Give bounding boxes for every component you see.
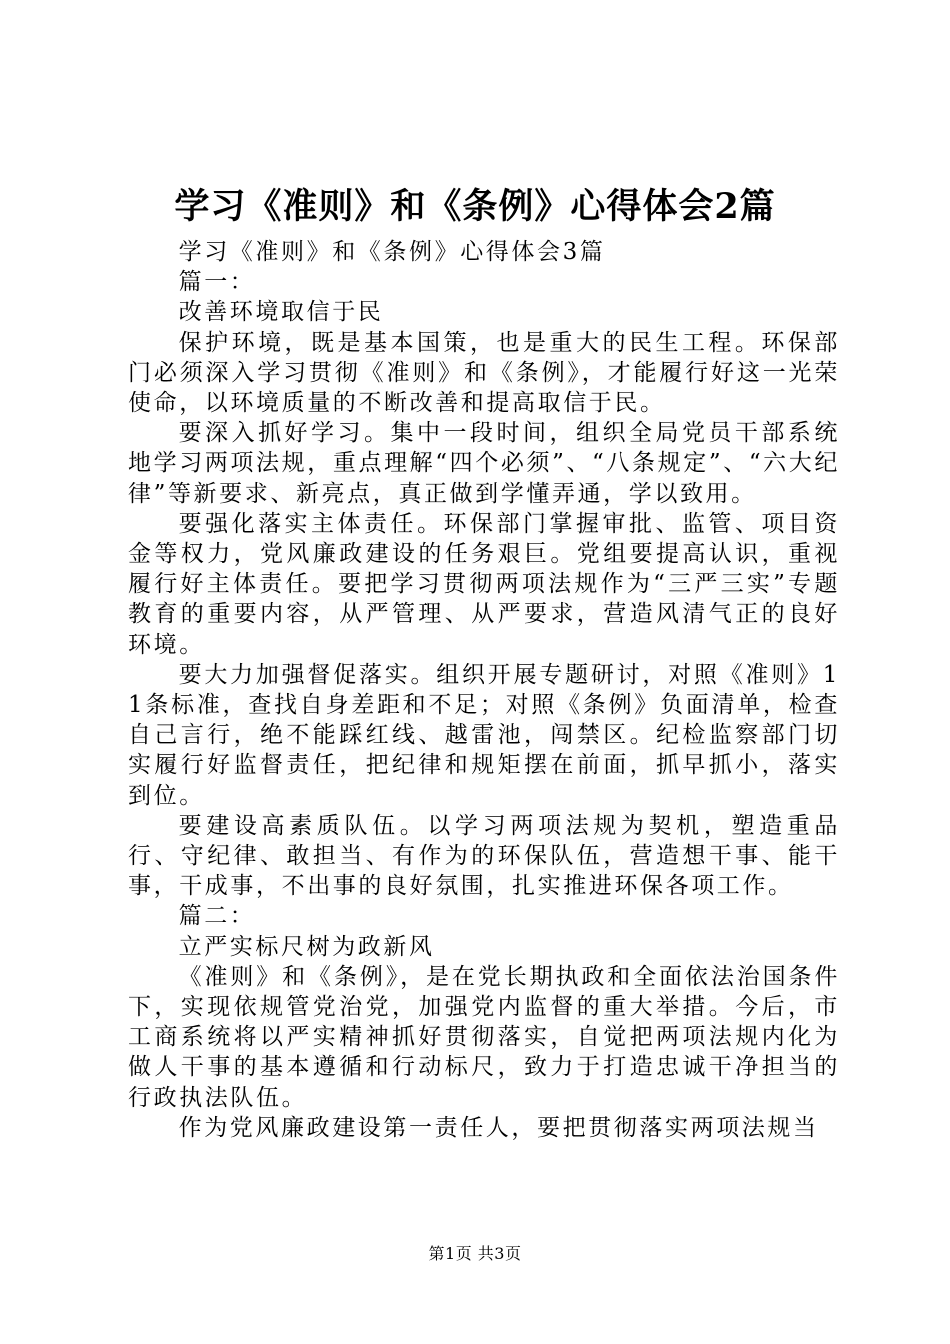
paragraph-body: 要深入抓好学习。集中一段时间，组织全局党员干部系统地学习两项法规，重点理解“四个必须”、“八条规定”、“六大纪律”等新要求、新亮点，真正做到学懂弄通，学以致用。 bbox=[128, 420, 840, 507]
paragraph-section-two-heading: 立严实标尺树为政新风 bbox=[178, 933, 435, 960]
paragraph-body: 要建设高素质队伍。以学习两项法规为契机，塑造重品行、守纪律、敢担当、有作为的环保队伍，营造想干事、能干事，干成事，不出事的良好氛围，扎实推进环保各项工作。 bbox=[128, 812, 840, 900]
paragraph-body: 要大力加强督促落实。组织开展专题研讨，对照《准则》11条标准，查找自身差距和不足；对照《条例》负面清单，检查自己言行，绝不能踩红线、越雷池，闯禁区。纪检监察部门切实履行好监督责任，把纪律和规矩摆在前面，抓早抓小，落实到位。 bbox=[128, 661, 840, 809]
page-number-footer: 第1页 共3页 bbox=[428, 1244, 522, 1263]
paragraph-subtitle: 学习《准则》和《条例》心得体会3篇 bbox=[178, 239, 606, 265]
paragraph-body: 《准则》和《条例》，是在党长期执政和全面依法治国条件下，实现依规管党治党，加强党内监督的重大举措。今后，市工商系统将以严实精神抓好贯彻落实，自觉把两项法规内化为做人干事的基本遵循和行动标尺，致力于打造忠诚干净担当的行政执法队伍。 bbox=[128, 963, 840, 1111]
paragraph-section-one-label: 篇一： bbox=[178, 269, 256, 296]
paragraph-body: 要强化落实主体责任。环保部门掌握审批、监管、项目资金等权力，党风廉政建设的任务艰巨。党组要提高认识，重视履行好主体责任。要把学习贯彻两项法规作为“三严三实”专题教育的重要内容，从严管理、从严要求，营造风清气正的良好环境。 bbox=[128, 510, 840, 658]
document-body bbox=[128, 237, 840, 1143]
paragraph-section-one-heading: 改善环境取信于民 bbox=[178, 299, 384, 326]
paragraph-body: 保护环境，既是基本国策，也是重大的民生工程。环保部门必须深入学习贯彻《准则》和《条例》，才能履行好这一光荣使命，以环境质量的不断改善和提高取信于民。 bbox=[128, 329, 840, 417]
paragraph-body: 作为党风廉政建设第一责任人，要把贯彻落实两项法规当 bbox=[178, 1114, 819, 1141]
document-title: 学习《准则》和《条例》心得体会2篇 bbox=[174, 186, 776, 227]
paragraph-section-two-label: 篇二： bbox=[178, 903, 256, 930]
